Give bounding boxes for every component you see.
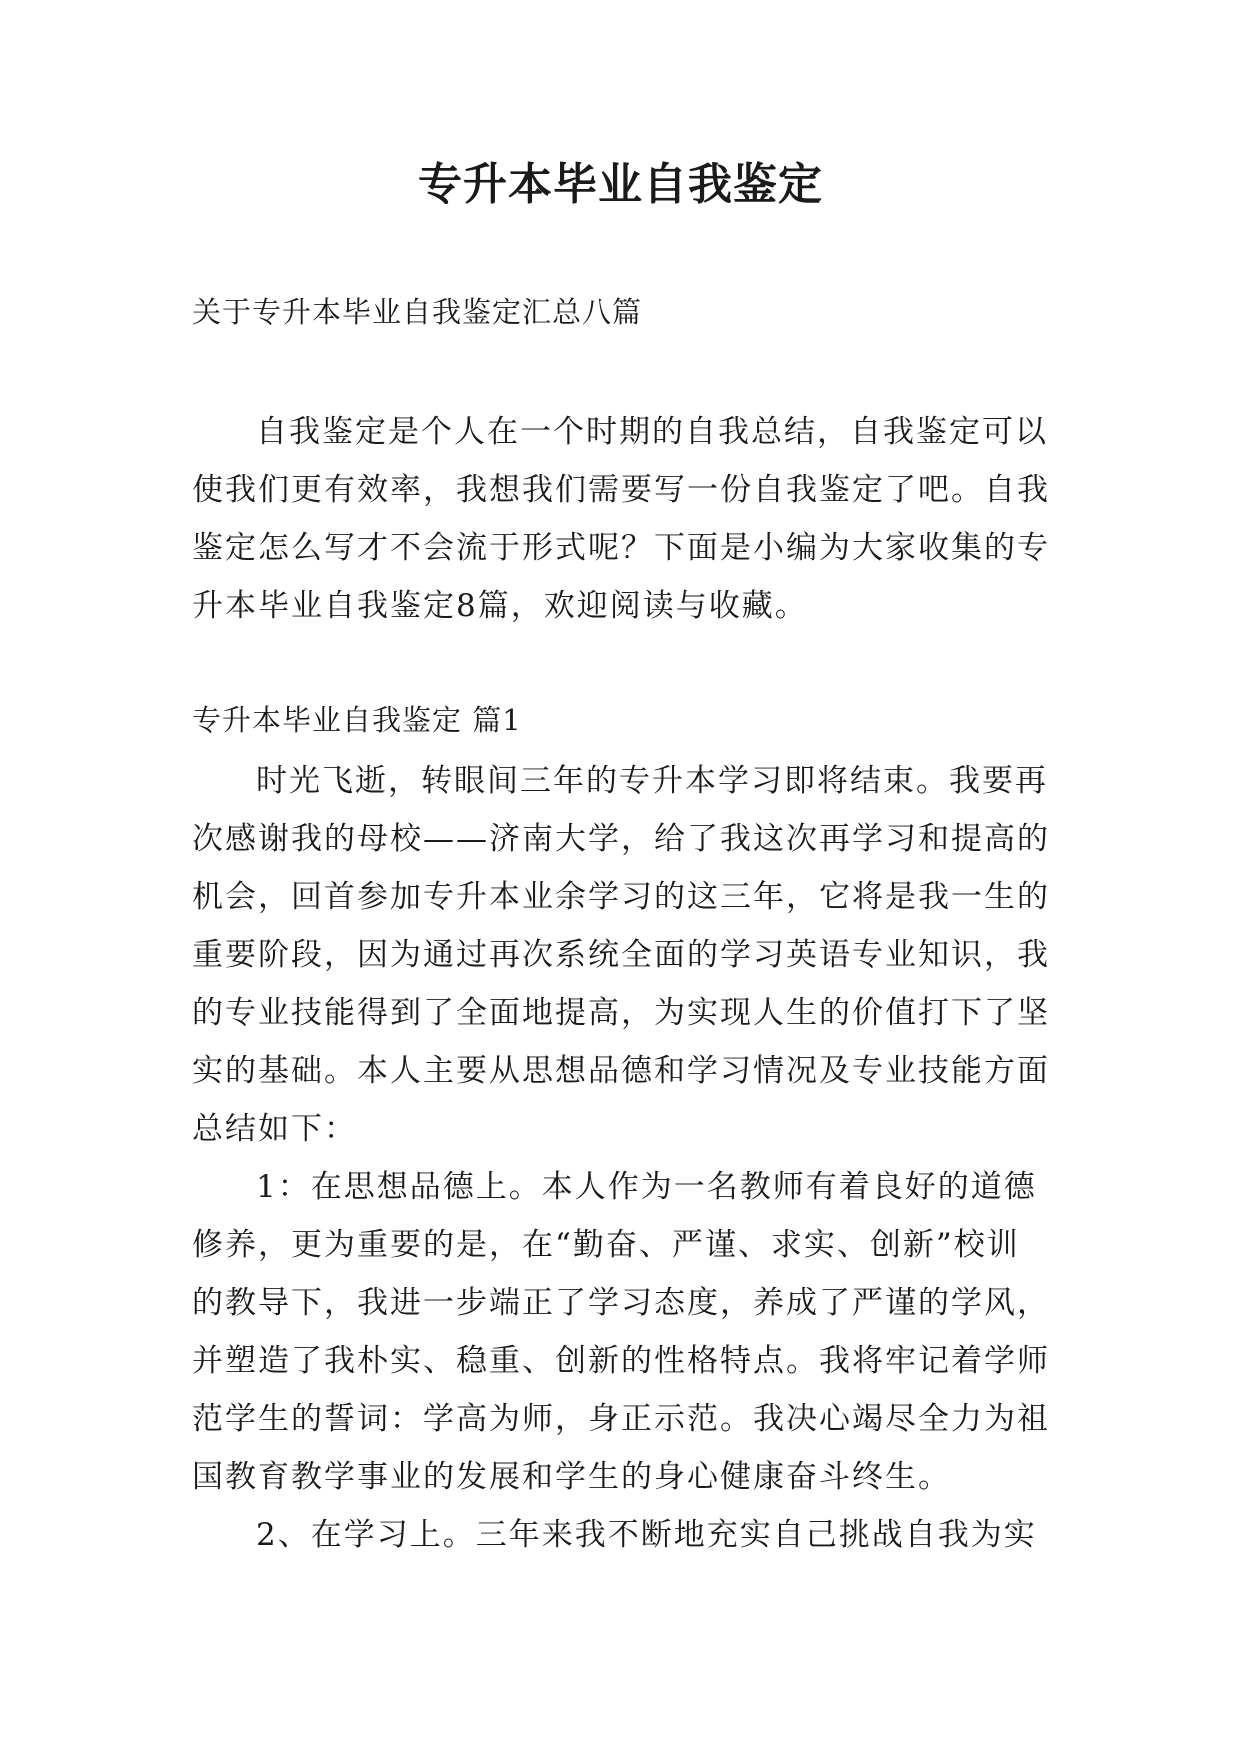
intro-paragraph: 自我鉴定是个人在一个时期的自我总结，自我鉴定可以使我们更有效率，我想我们需要写一份自我鉴定了吧。自我鉴定怎么写才不会流于形式呢？下面是小编为大家收集的专升本毕业自我鉴定8篇，欢迎阅读与收藏。 [192, 414, 1050, 624]
body-paragraph: 2、在学习上。三年来我不断地充实自己挑战自我为实 [256, 1517, 1037, 1553]
section-body [192, 752, 1052, 1564]
document-title: 专升本毕业自我鉴定 [418, 159, 823, 210]
section-heading: 专升本毕业自我鉴定 篇1 [192, 703, 522, 737]
body-paragraph: 时光飞逝，转眼间三年的专升本学习即将结束。我要再次感谢我的母校——济南大学，给了我这次再学习和提高的机会，回首参加专升本业余学习的这三年，它将是我一生的重要阶段，因为通过再次系统全面的学习英语专业知识，我的专业技能得到了全面地提高，为实现人生的价值打下了坚实的基础。本人主要从思想品德和学习情况及专业技能方面总结如下： [192, 763, 1050, 1147]
body-paragraph: 1：在思想品德上。本人作为一名教师有着良好的道德修养，更为重要的是，在“勤奋、严谨、求实、创新”校训的教导下，我进一步端正了学习态度，养成了严谨的学风，并塑造了我朴实、稳重、创新的性格特点。我将牢记着学师范学生的誓词：学高为师，身正示范。我决心竭尽全力为祖国教育教学事业的发展和学生的身心健康奋斗终生。 [192, 1169, 1050, 1495]
document-subtitle: 关于专升本毕业自我鉴定汇总八篇 [192, 295, 643, 329]
